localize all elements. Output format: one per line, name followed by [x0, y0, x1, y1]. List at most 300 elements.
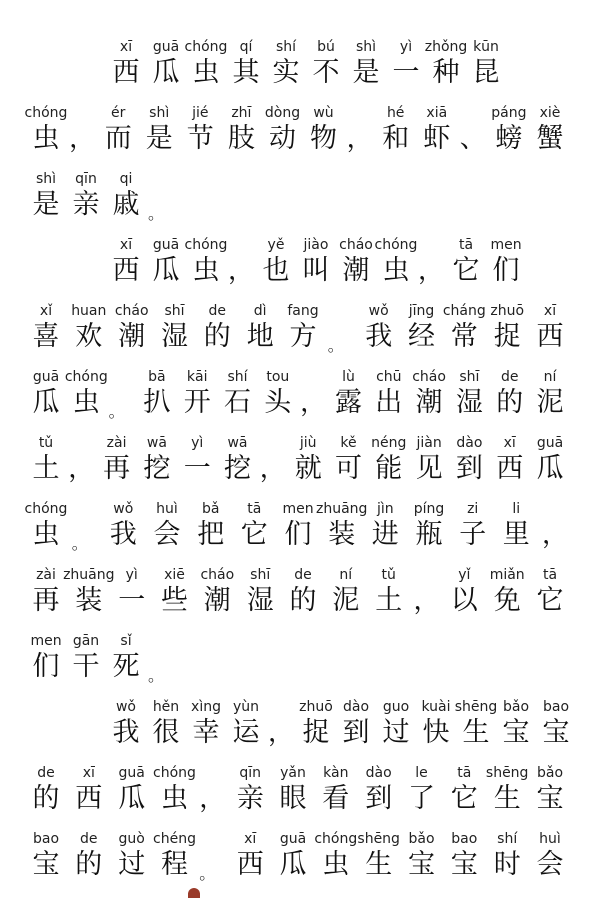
- comma-mark: ，: [69, 124, 96, 154]
- hanzi-char: 泥: [536, 387, 564, 418]
- pinyin-label: dào: [342, 699, 370, 715]
- hanzi-char: 时: [493, 849, 521, 880]
- hanzi-char: 以: [450, 585, 478, 616]
- comma-mark: ，: [259, 454, 286, 484]
- hanzi-char: 瓜: [152, 255, 180, 286]
- hanzi-char: 土: [375, 585, 403, 616]
- hanzi-char: 可: [335, 453, 362, 484]
- hanzi-char: 蟹: [536, 123, 564, 154]
- pinyin-label: de: [294, 567, 312, 583]
- pinyin-label: tǔ: [381, 567, 396, 583]
- pinyin-label: fang: [287, 303, 319, 319]
- pinyin-label: tou: [266, 369, 290, 385]
- hanzi-char: 死: [112, 651, 140, 682]
- hanzi-char: 西: [112, 57, 140, 88]
- pinyin-label: de: [208, 303, 227, 319]
- pinyin-label: wǒ: [368, 303, 389, 319]
- hanzi-char: 扒: [143, 387, 171, 418]
- pinyin-label: zhī: [231, 105, 252, 121]
- period-mark: 。: [71, 534, 88, 553]
- pinyin-label: guò: [118, 831, 145, 847]
- hanzi-char: 西: [236, 849, 264, 880]
- pinyin-label: sǐ: [120, 633, 132, 649]
- char-unit: [374, 236, 418, 302]
- pinyin-label: yì: [399, 39, 413, 55]
- hanzi-char: 们: [284, 519, 312, 550]
- char-unit: [532, 368, 568, 434]
- hanzi-char: 会: [536, 849, 564, 880]
- pinyin-label: shí: [497, 831, 518, 847]
- char-unit: [260, 368, 296, 434]
- char-unit: [538, 698, 574, 764]
- pinyin-label: tǔ: [38, 435, 54, 451]
- hanzi-char: 虫: [161, 783, 188, 814]
- pinyin-label: lù: [342, 369, 355, 385]
- hanzi-char: 一: [392, 57, 420, 88]
- period-mark: 。: [108, 402, 125, 421]
- hanzi-char: 经: [408, 321, 435, 352]
- pinyin-label: chóng: [184, 237, 228, 253]
- hanzi-char: 虫: [72, 387, 100, 418]
- comma-mark: ，: [68, 454, 95, 484]
- hanzi-char: 眼: [279, 783, 307, 814]
- pinyin-label: jiù: [299, 435, 317, 451]
- hanzi-char: 生: [462, 717, 490, 748]
- hanzi-char: 的: [203, 321, 231, 352]
- char-unit: [419, 104, 455, 170]
- hanzi-char: 石: [224, 387, 251, 418]
- hanzi-char: 进: [371, 519, 399, 550]
- pinyin-label: wā: [227, 435, 248, 451]
- hanzi-char: 宝: [536, 783, 564, 814]
- hanzi-char: 动: [269, 123, 296, 154]
- text-line: [0, 302, 606, 368]
- hanzi-char: 的: [289, 585, 317, 616]
- pinyin-label: yì: [125, 567, 138, 583]
- pinyin-label: xiā: [426, 105, 448, 121]
- hanzi-char: 把: [197, 519, 225, 550]
- pinyin-label: huì: [156, 501, 178, 517]
- hanzi-char: 露: [335, 387, 362, 418]
- hanzi-char: 瓜: [279, 849, 307, 880]
- pinyin-label: shēng: [357, 831, 400, 847]
- hanzi-char: 地: [246, 321, 274, 352]
- pinyin-label: chéng: [153, 831, 196, 847]
- pinyin-label: tā: [457, 765, 472, 781]
- pinyin-label: zhuāng: [63, 567, 115, 583]
- hanzi-char: 头: [264, 387, 292, 418]
- hanzi-char: 们: [492, 255, 520, 286]
- hanzi-char: 潮: [118, 321, 146, 352]
- pinyin-label: jìn: [376, 501, 394, 517]
- pinyin-label: shēng: [485, 765, 529, 781]
- pinyin-label: cháng: [442, 303, 486, 319]
- pinyin-label: wǒ: [113, 501, 134, 517]
- comma-mark: ，: [267, 718, 294, 748]
- pinyin-label: wā: [146, 435, 167, 451]
- pinyin-label: yì: [191, 435, 204, 451]
- hanzi-char: 螃: [495, 123, 523, 154]
- pinyin-label: guo: [382, 699, 410, 715]
- hanzi-char: 喜: [32, 321, 60, 352]
- pinyin-label: jiào: [303, 237, 329, 253]
- hanzi-char: 亲: [72, 189, 100, 220]
- hanzi-char: 会: [153, 519, 181, 550]
- pinyin-label: ní: [543, 369, 557, 385]
- char-unit: [532, 302, 568, 368]
- hanzi-char: 西: [496, 453, 524, 484]
- hanzi-char: 西: [75, 783, 103, 814]
- char-unit: [28, 434, 64, 500]
- hanzi-char: 过: [118, 849, 146, 880]
- hanzi-char: 干: [72, 651, 100, 682]
- text-line: [0, 104, 606, 170]
- pinyin-label: xī: [543, 303, 557, 319]
- hanzi-char: 虫: [322, 849, 350, 880]
- pinyin-label: tā: [247, 501, 262, 517]
- hanzi-char: 潮: [342, 255, 370, 286]
- text-line: [0, 764, 606, 830]
- hanzi-char: 物: [310, 123, 337, 154]
- hanzi-char: 了: [408, 783, 435, 814]
- pinyin-label: qīn: [75, 171, 97, 187]
- char-unit: [306, 104, 342, 170]
- hanzi-char: 些: [161, 585, 188, 616]
- hanzi-char: 不: [312, 57, 340, 88]
- pinyin-label: chóng: [184, 39, 228, 55]
- hanzi-char: 宝: [542, 717, 570, 748]
- hanzi-char: 生: [493, 783, 521, 814]
- pinyin-label: yùn: [232, 699, 260, 715]
- hanzi-char: 瓜: [152, 57, 180, 88]
- pinyin-label: shì: [355, 39, 377, 55]
- hanzi-char: 实: [272, 57, 300, 88]
- hanzi-char: 虫: [32, 123, 60, 154]
- pinyin-label: jié: [192, 105, 209, 121]
- char-unit: [532, 434, 568, 500]
- pinyin-label: men: [30, 633, 62, 649]
- pinyin-label: shì: [35, 171, 57, 187]
- pinyin-label: xī: [82, 765, 95, 781]
- char-unit: [184, 236, 228, 302]
- hanzi-char: 幸: [192, 717, 220, 748]
- char-unit: [285, 302, 321, 368]
- hanzi-char: 运: [232, 717, 260, 748]
- pinyin-label: zi: [467, 501, 479, 517]
- pinyin-label: miǎn: [489, 567, 525, 583]
- pinyin-label: bǎo: [408, 831, 435, 847]
- char-unit: [468, 38, 504, 104]
- hanzi-char: 程: [161, 849, 188, 880]
- pinyin-label: páng: [491, 105, 527, 121]
- hanzi-char: 快: [422, 717, 450, 748]
- hanzi-char: 方: [289, 321, 317, 352]
- pinyin-label: kāi: [186, 369, 208, 385]
- comma-mark: ，: [413, 586, 440, 616]
- pinyin-label: shí: [275, 39, 297, 55]
- hanzi-char: 挖: [143, 453, 171, 484]
- pinyin-label: chóng: [314, 831, 358, 847]
- pinyin-label: jīng: [408, 303, 435, 319]
- hanzi-char: 里: [502, 519, 530, 550]
- comma-mark: ，: [417, 256, 444, 286]
- pinyin-label: chóng: [24, 105, 68, 121]
- pinyin-label: qí: [239, 39, 253, 55]
- pinyin-label: bao: [542, 699, 570, 715]
- pinyin-label: huan: [71, 303, 107, 319]
- pinyin-label: yǐ: [458, 567, 471, 583]
- hanzi-char: 装: [328, 519, 356, 550]
- pinyin-label: xiè: [539, 105, 561, 121]
- period-mark: 。: [327, 336, 344, 355]
- hanzi-char: 昆: [472, 57, 500, 88]
- pinyin-label: zài: [36, 567, 56, 583]
- hanzi-char: 而: [104, 123, 132, 154]
- pinyin-label: chū: [376, 369, 402, 385]
- pinyin-label: bao: [32, 831, 60, 847]
- hanzi-char: 宝: [408, 849, 435, 880]
- hanzi-char: 能: [375, 453, 403, 484]
- pinyin-label: xiē: [164, 567, 185, 583]
- pinyin-label: huì: [539, 831, 561, 847]
- hanzi-char: 潮: [203, 585, 231, 616]
- comma-mark: ，: [541, 520, 568, 550]
- pinyin-label: xī: [244, 831, 257, 847]
- hanzi-char: 西: [112, 255, 140, 286]
- pinyin-label: guā: [536, 435, 564, 451]
- pinyin-label: bǎ: [201, 501, 220, 517]
- hanzi-char: 再: [32, 585, 60, 616]
- pinyin-label: yǎn: [280, 765, 306, 781]
- text-line: [0, 500, 606, 566]
- period-mark: 。: [199, 864, 216, 883]
- pinyin-label: cháo: [412, 369, 446, 385]
- hanzi-char: 就: [294, 453, 322, 484]
- pinyin-label: shí: [227, 369, 248, 385]
- hanzi-char: 节: [186, 123, 214, 154]
- pinyin-label: de: [37, 765, 55, 781]
- char-unit: [64, 368, 108, 434]
- hanzi-char: 湿: [455, 387, 483, 418]
- pinyin-label: dào: [365, 765, 392, 781]
- pinyin-label: shì: [149, 105, 170, 121]
- hanzi-char: 装: [75, 585, 103, 616]
- char-unit: [498, 500, 534, 566]
- char-unit: [532, 566, 568, 632]
- pinyin-label: xǐ: [39, 303, 53, 319]
- pinyin-label: kuài: [421, 699, 451, 715]
- hanzi-char: 再: [103, 453, 131, 484]
- text-line: [0, 632, 606, 698]
- char-unit: [108, 170, 144, 236]
- hanzi-char: 虫: [192, 255, 220, 286]
- pinyin-label: tā: [542, 567, 558, 583]
- hanzi-char: 瓶: [415, 519, 443, 550]
- pinyin-label: ní: [339, 567, 353, 583]
- hanzi-char: 瓜: [32, 387, 60, 418]
- hanzi-char: 其: [232, 57, 260, 88]
- pinyin-label: bǎo: [502, 699, 530, 715]
- pinyin-label: píng: [413, 501, 445, 517]
- pinyin-label: shī: [250, 567, 271, 583]
- text-line: [0, 830, 606, 896]
- pinyin-label: jiàn: [416, 435, 442, 451]
- pinyin-label: men: [490, 237, 522, 253]
- comma-mark: ，: [199, 784, 226, 814]
- hanzi-char: 泥: [332, 585, 360, 616]
- pinyin-label: men: [282, 501, 314, 517]
- hanzi-char: 的: [32, 783, 60, 814]
- char-unit: [153, 764, 196, 830]
- pinyin-label: chóng: [374, 237, 418, 253]
- char-unit: [108, 632, 144, 698]
- pinyin-label: guā: [152, 39, 180, 55]
- pinyin-label: dào: [456, 435, 483, 451]
- hanzi-char: 虾: [423, 123, 451, 154]
- hanzi-char: 我: [109, 519, 137, 550]
- pinyin-label: néng: [371, 435, 407, 451]
- pinyin-label: xìng: [191, 699, 221, 715]
- hanzi-char: 湿: [161, 321, 188, 352]
- period-mark: 。: [148, 666, 165, 685]
- hanzi-char: 一: [118, 585, 146, 616]
- hanzi-char: 捉: [302, 717, 330, 748]
- pinyin-label: zài: [106, 435, 127, 451]
- pinyin-label: hěn: [152, 699, 180, 715]
- hanzi-char: 亲: [236, 783, 264, 814]
- pinyin-label: qi: [119, 171, 133, 187]
- enumeration-comma-mark: 、: [459, 124, 486, 154]
- hanzi-char: 虫: [192, 57, 220, 88]
- hanzi-char: 是: [352, 57, 380, 88]
- pinyin-label: zhǒng: [424, 39, 468, 55]
- char-unit: [24, 500, 68, 566]
- hanzi-char: 一: [183, 453, 211, 484]
- hanzi-char: 到: [455, 453, 483, 484]
- hanzi-char: 很: [152, 717, 180, 748]
- pinyin-label: cháo: [114, 303, 149, 319]
- pinyin-label: bú: [317, 39, 335, 55]
- hanzi-char: 瓜: [118, 783, 146, 814]
- pinyin-label: shēng: [454, 699, 498, 715]
- char-unit: [532, 104, 568, 170]
- comma-mark: ，: [227, 256, 254, 286]
- text-line: [0, 368, 606, 434]
- hanzi-char: 土: [32, 453, 60, 484]
- hanzi-char: 的: [496, 387, 524, 418]
- hanzi-char: 生: [365, 849, 393, 880]
- char-unit: [24, 104, 68, 170]
- hanzi-char: 它: [240, 519, 268, 550]
- pinyin-label: de: [80, 831, 98, 847]
- hanzi-char: 看: [322, 783, 350, 814]
- hanzi-char: 潮: [415, 387, 443, 418]
- pinyin-label: cháo: [200, 567, 235, 583]
- pinyin-label: bā: [148, 369, 166, 385]
- pinyin-label: zhuō: [299, 699, 333, 715]
- pinyin-label: tā: [458, 237, 474, 253]
- text-line: [0, 38, 606, 104]
- pinyin-label: shī: [459, 369, 480, 385]
- pinyin-label: li: [512, 501, 521, 517]
- pinyin-label: bǎo: [536, 765, 564, 781]
- pinyin-label: gān: [72, 633, 100, 649]
- hanzi-char: 叫: [302, 255, 330, 286]
- hanzi-char: 西: [536, 321, 564, 352]
- hanzi-char: 过: [382, 717, 410, 748]
- hanzi-char: 宝: [32, 849, 60, 880]
- text-line: [0, 170, 606, 236]
- pinyin-label: chóng: [64, 369, 108, 385]
- pinyin-label: dì: [253, 303, 267, 319]
- text-line: [0, 566, 606, 632]
- pinyin-label: wù: [313, 105, 334, 121]
- pinyin-label: kàn: [323, 765, 349, 781]
- hanzi-char: 们: [32, 651, 60, 682]
- char-unit: [153, 830, 196, 896]
- hanzi-char: 我: [365, 321, 393, 352]
- pinyin-label: shī: [164, 303, 185, 319]
- hanzi-char: 我: [112, 717, 140, 748]
- hanzi-char: 常: [450, 321, 478, 352]
- pinyin-label: chóng: [24, 501, 68, 517]
- hanzi-char: 是: [32, 189, 60, 220]
- hanzi-char: 欢: [75, 321, 103, 352]
- hanzi-char: 虫: [382, 255, 410, 286]
- hanzi-char: 宝: [450, 849, 478, 880]
- hanzi-char: 捉: [493, 321, 521, 352]
- pinyin-label: xī: [119, 39, 133, 55]
- hanzi-char: 的: [75, 849, 103, 880]
- pinyin-label: yě: [267, 237, 285, 253]
- hanzi-char: 种: [432, 57, 460, 88]
- pinyin-label: kě: [340, 435, 357, 451]
- comma-mark: ，: [300, 388, 327, 418]
- text-line: [0, 236, 606, 302]
- hanzi-char: 挖: [224, 453, 251, 484]
- pinyin-label: guā: [118, 765, 145, 781]
- hanzi-char: 湿: [246, 585, 274, 616]
- pinyin-label: dòng: [264, 105, 301, 121]
- pinyin-label: le: [415, 765, 428, 781]
- hanzi-char: 开: [183, 387, 211, 418]
- pinyin-label: guā: [279, 831, 307, 847]
- char-unit: [371, 566, 407, 632]
- comma-mark: ，: [346, 124, 373, 154]
- hanzi-char: 戚: [112, 189, 140, 220]
- hanzi-char: 是: [145, 123, 173, 154]
- char-unit: [488, 236, 524, 302]
- char-unit: [228, 698, 264, 764]
- pinyin-label: bao: [451, 831, 478, 847]
- hanzi-char: 宝: [502, 717, 530, 748]
- hanzi-char: 到: [365, 783, 393, 814]
- char-unit: [532, 830, 568, 896]
- hanzi-char: 它: [536, 585, 564, 616]
- pinyin-label: ér: [111, 105, 126, 121]
- char-unit: [532, 764, 568, 830]
- pinyin-label: zhuō: [490, 303, 525, 319]
- hanzi-char: 子: [459, 519, 487, 550]
- hanzi-char: 和: [382, 123, 410, 154]
- pinyin-label: guā: [152, 237, 180, 253]
- char-unit: [220, 434, 256, 500]
- pinyin-label: xī: [503, 435, 516, 451]
- hanzi-char: 出: [375, 387, 403, 418]
- pinyin-label: xī: [119, 237, 133, 253]
- hanzi-char: 它: [452, 255, 480, 286]
- pinyin-label: kūn: [473, 39, 499, 55]
